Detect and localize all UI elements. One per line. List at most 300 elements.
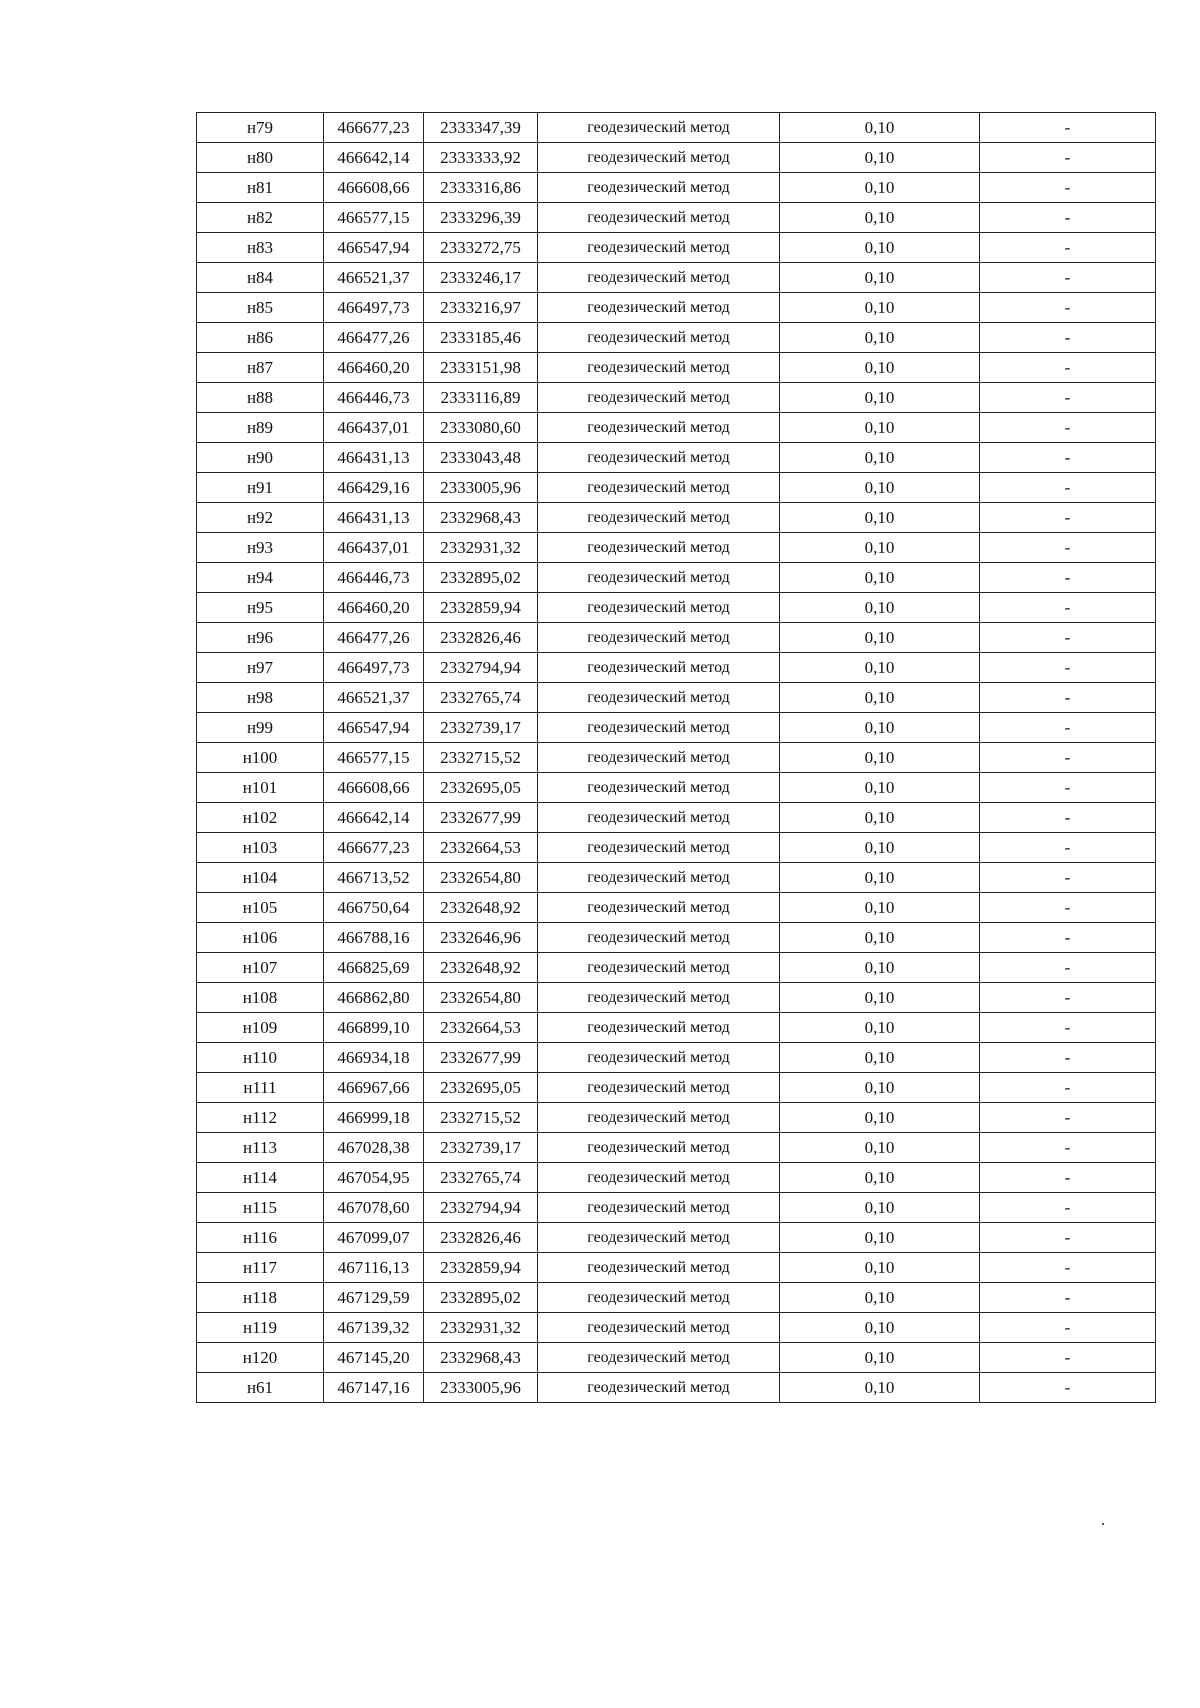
table-row: [197, 1343, 1156, 1373]
y-coordinate-cell: 2332895,02: [424, 563, 538, 593]
note-cell: -: [980, 413, 1156, 443]
x-coordinate-cell: 467099,07: [324, 1223, 424, 1253]
accuracy-cell: 0,10: [780, 503, 980, 533]
method-cell: геодезический метод: [538, 1163, 780, 1193]
y-coordinate-cell: 2332695,05: [424, 1073, 538, 1103]
table-row: [197, 833, 1156, 863]
note-cell: -: [980, 503, 1156, 533]
point-name-cell: н92: [197, 503, 324, 533]
method-cell: геодезический метод: [538, 1103, 780, 1133]
accuracy-cell: 0,10: [780, 1253, 980, 1283]
note-cell: -: [980, 353, 1156, 383]
note-cell: -: [980, 893, 1156, 923]
x-coordinate-cell: 467145,20: [324, 1343, 424, 1373]
page-speck: [1102, 1523, 1104, 1525]
note-cell: -: [980, 1013, 1156, 1043]
table-row: [197, 953, 1156, 983]
note-cell: -: [980, 1163, 1156, 1193]
accuracy-cell: 0,10: [780, 983, 980, 1013]
method-cell: геодезический метод: [538, 323, 780, 353]
accuracy-cell: 0,10: [780, 803, 980, 833]
table-row: [197, 713, 1156, 743]
table-row: [197, 623, 1156, 653]
method-cell: геодезический метод: [538, 353, 780, 383]
table-row: [197, 233, 1156, 263]
note-cell: -: [980, 1373, 1156, 1403]
method-cell: геодезический метод: [538, 263, 780, 293]
y-coordinate-cell: 2332794,94: [424, 1193, 538, 1223]
accuracy-cell: 0,10: [780, 563, 980, 593]
x-coordinate-cell: 466999,18: [324, 1103, 424, 1133]
accuracy-cell: 0,10: [780, 383, 980, 413]
point-name-cell: н102: [197, 803, 324, 833]
method-cell: геодезический метод: [538, 1013, 780, 1043]
x-coordinate-cell: 466788,16: [324, 923, 424, 953]
y-coordinate-cell: 2333272,75: [424, 233, 538, 263]
table-row: [197, 893, 1156, 923]
x-coordinate-cell: 467147,16: [324, 1373, 424, 1403]
point-name-cell: н117: [197, 1253, 324, 1283]
x-coordinate-cell: 467116,13: [324, 1253, 424, 1283]
y-coordinate-cell: 2332664,53: [424, 833, 538, 863]
y-coordinate-cell: 2333116,89: [424, 383, 538, 413]
y-coordinate-cell: 2332654,80: [424, 863, 538, 893]
note-cell: -: [980, 773, 1156, 803]
note-cell: -: [980, 653, 1156, 683]
method-cell: геодезический метод: [538, 473, 780, 503]
point-name-cell: н105: [197, 893, 324, 923]
accuracy-cell: 0,10: [780, 773, 980, 803]
coordinates-table-body: [197, 113, 1156, 1403]
accuracy-cell: 0,10: [780, 233, 980, 263]
table-row: [197, 1073, 1156, 1103]
point-name-cell: н120: [197, 1343, 324, 1373]
method-cell: геодезический метод: [538, 383, 780, 413]
table-row: [197, 1013, 1156, 1043]
table-row: [197, 1223, 1156, 1253]
x-coordinate-cell: 466477,26: [324, 323, 424, 353]
y-coordinate-cell: 2332859,94: [424, 1253, 538, 1283]
point-name-cell: н82: [197, 203, 324, 233]
y-coordinate-cell: 2333005,96: [424, 1373, 538, 1403]
table-row: [197, 143, 1156, 173]
table-row: [197, 203, 1156, 233]
accuracy-cell: 0,10: [780, 593, 980, 623]
note-cell: -: [980, 1343, 1156, 1373]
x-coordinate-cell: 466547,94: [324, 233, 424, 263]
table-row: [197, 1373, 1156, 1403]
method-cell: геодезический метод: [538, 143, 780, 173]
method-cell: геодезический метод: [538, 563, 780, 593]
accuracy-cell: 0,10: [780, 623, 980, 653]
note-cell: -: [980, 233, 1156, 263]
method-cell: геодезический метод: [538, 1373, 780, 1403]
x-coordinate-cell: 466642,14: [324, 803, 424, 833]
method-cell: геодезический метод: [538, 833, 780, 863]
y-coordinate-cell: 2332968,43: [424, 1343, 538, 1373]
note-cell: -: [980, 143, 1156, 173]
table-row: [197, 1043, 1156, 1073]
x-coordinate-cell: 466608,66: [324, 173, 424, 203]
table-row: [197, 653, 1156, 683]
method-cell: геодезический метод: [538, 863, 780, 893]
y-coordinate-cell: 2333151,98: [424, 353, 538, 383]
point-name-cell: н118: [197, 1283, 324, 1313]
method-cell: геодезический метод: [538, 893, 780, 923]
note-cell: -: [980, 833, 1156, 863]
accuracy-cell: 0,10: [780, 923, 980, 953]
note-cell: -: [980, 743, 1156, 773]
x-coordinate-cell: 466967,66: [324, 1073, 424, 1103]
method-cell: геодезический метод: [538, 653, 780, 683]
method-cell: геодезический метод: [538, 293, 780, 323]
note-cell: -: [980, 623, 1156, 653]
point-name-cell: н97: [197, 653, 324, 683]
point-name-cell: н61: [197, 1373, 324, 1403]
y-coordinate-cell: 2333296,39: [424, 203, 538, 233]
y-coordinate-cell: 2333185,46: [424, 323, 538, 353]
accuracy-cell: 0,10: [780, 713, 980, 743]
point-name-cell: н101: [197, 773, 324, 803]
y-coordinate-cell: 2333333,92: [424, 143, 538, 173]
table-row: [197, 503, 1156, 533]
accuracy-cell: 0,10: [780, 893, 980, 923]
method-cell: геодезический метод: [538, 233, 780, 263]
x-coordinate-cell: 466431,13: [324, 503, 424, 533]
point-name-cell: н81: [197, 173, 324, 203]
point-name-cell: н116: [197, 1223, 324, 1253]
accuracy-cell: 0,10: [780, 1343, 980, 1373]
point-name-cell: н106: [197, 923, 324, 953]
accuracy-cell: 0,10: [780, 1013, 980, 1043]
note-cell: -: [980, 1313, 1156, 1343]
table-row: [197, 383, 1156, 413]
note-cell: -: [980, 443, 1156, 473]
point-name-cell: н88: [197, 383, 324, 413]
point-name-cell: н107: [197, 953, 324, 983]
point-name-cell: н98: [197, 683, 324, 713]
method-cell: геодезический метод: [538, 203, 780, 233]
note-cell: -: [980, 1043, 1156, 1073]
method-cell: геодезический метод: [538, 803, 780, 833]
method-cell: геодезический метод: [538, 923, 780, 953]
y-coordinate-cell: 2333316,86: [424, 173, 538, 203]
x-coordinate-cell: 466437,01: [324, 533, 424, 563]
table-row: [197, 263, 1156, 293]
table-row: [197, 563, 1156, 593]
x-coordinate-cell: 467078,60: [324, 1193, 424, 1223]
y-coordinate-cell: 2332739,17: [424, 1133, 538, 1163]
point-name-cell: н104: [197, 863, 324, 893]
note-cell: -: [980, 383, 1156, 413]
y-coordinate-cell: 2333216,97: [424, 293, 538, 323]
method-cell: геодезический метод: [538, 593, 780, 623]
y-coordinate-cell: 2332931,32: [424, 1313, 538, 1343]
accuracy-cell: 0,10: [780, 833, 980, 863]
accuracy-cell: 0,10: [780, 1373, 980, 1403]
method-cell: геодезический метод: [538, 503, 780, 533]
method-cell: геодезический метод: [538, 1133, 780, 1163]
note-cell: -: [980, 473, 1156, 503]
method-cell: геодезический метод: [538, 1313, 780, 1343]
x-coordinate-cell: 466521,37: [324, 683, 424, 713]
method-cell: геодезический метод: [538, 1223, 780, 1253]
point-name-cell: н80: [197, 143, 324, 173]
accuracy-cell: 0,10: [780, 413, 980, 443]
note-cell: -: [980, 683, 1156, 713]
point-name-cell: н89: [197, 413, 324, 443]
accuracy-cell: 0,10: [780, 173, 980, 203]
table-row: [197, 293, 1156, 323]
table-row: [197, 863, 1156, 893]
accuracy-cell: 0,10: [780, 953, 980, 983]
y-coordinate-cell: 2332648,92: [424, 893, 538, 923]
x-coordinate-cell: 466899,10: [324, 1013, 424, 1043]
accuracy-cell: 0,10: [780, 743, 980, 773]
y-coordinate-cell: 2332765,74: [424, 1163, 538, 1193]
accuracy-cell: 0,10: [780, 1073, 980, 1103]
point-name-cell: н109: [197, 1013, 324, 1043]
y-coordinate-cell: 2332677,99: [424, 1043, 538, 1073]
y-coordinate-cell: 2332739,17: [424, 713, 538, 743]
y-coordinate-cell: 2333043,48: [424, 443, 538, 473]
table-row: [197, 923, 1156, 953]
y-coordinate-cell: 2332931,32: [424, 533, 538, 563]
accuracy-cell: 0,10: [780, 143, 980, 173]
note-cell: -: [980, 1283, 1156, 1313]
note-cell: -: [980, 1193, 1156, 1223]
x-coordinate-cell: 466713,52: [324, 863, 424, 893]
point-name-cell: н119: [197, 1313, 324, 1343]
method-cell: геодезический метод: [538, 443, 780, 473]
method-cell: геодезический метод: [538, 413, 780, 443]
y-coordinate-cell: 2332677,99: [424, 803, 538, 833]
y-coordinate-cell: 2332646,96: [424, 923, 538, 953]
point-name-cell: н87: [197, 353, 324, 383]
note-cell: -: [980, 713, 1156, 743]
note-cell: -: [980, 863, 1156, 893]
method-cell: геодезический метод: [538, 1073, 780, 1103]
y-coordinate-cell: 2332695,05: [424, 773, 538, 803]
point-name-cell: н110: [197, 1043, 324, 1073]
accuracy-cell: 0,10: [780, 353, 980, 383]
point-name-cell: н111: [197, 1073, 324, 1103]
y-coordinate-cell: 2332826,46: [424, 1223, 538, 1253]
note-cell: -: [980, 803, 1156, 833]
method-cell: геодезический метод: [538, 1043, 780, 1073]
accuracy-cell: 0,10: [780, 203, 980, 233]
coordinates-table: [196, 112, 1156, 1403]
x-coordinate-cell: 466429,16: [324, 473, 424, 503]
accuracy-cell: 0,10: [780, 1223, 980, 1253]
table-row: [197, 1163, 1156, 1193]
y-coordinate-cell: 2333080,60: [424, 413, 538, 443]
note-cell: -: [980, 1253, 1156, 1283]
method-cell: геодезический метод: [538, 743, 780, 773]
point-name-cell: н100: [197, 743, 324, 773]
method-cell: геодезический метод: [538, 173, 780, 203]
y-coordinate-cell: 2333246,17: [424, 263, 538, 293]
note-cell: -: [980, 563, 1156, 593]
accuracy-cell: 0,10: [780, 1313, 980, 1343]
y-coordinate-cell: 2332826,46: [424, 623, 538, 653]
x-coordinate-cell: 466750,64: [324, 893, 424, 923]
accuracy-cell: 0,10: [780, 533, 980, 563]
point-name-cell: н96: [197, 623, 324, 653]
accuracy-cell: 0,10: [780, 1283, 980, 1313]
note-cell: -: [980, 203, 1156, 233]
note-cell: -: [980, 1073, 1156, 1103]
table-row: [197, 353, 1156, 383]
method-cell: геодезический метод: [538, 113, 780, 143]
accuracy-cell: 0,10: [780, 863, 980, 893]
note-cell: -: [980, 1103, 1156, 1133]
x-coordinate-cell: 466497,73: [324, 653, 424, 683]
note-cell: -: [980, 1133, 1156, 1163]
table-row: [197, 983, 1156, 1013]
x-coordinate-cell: 466677,23: [324, 833, 424, 863]
accuracy-cell: 0,10: [780, 653, 980, 683]
x-coordinate-cell: 467028,38: [324, 1133, 424, 1163]
note-cell: -: [980, 983, 1156, 1013]
table-row: [197, 173, 1156, 203]
method-cell: геодезический метод: [538, 713, 780, 743]
x-coordinate-cell: 466934,18: [324, 1043, 424, 1073]
accuracy-cell: 0,10: [780, 113, 980, 143]
accuracy-cell: 0,10: [780, 1193, 980, 1223]
x-coordinate-cell: 466460,20: [324, 353, 424, 383]
table-row: [197, 533, 1156, 563]
method-cell: геодезический метод: [538, 1283, 780, 1313]
x-coordinate-cell: 467129,59: [324, 1283, 424, 1313]
method-cell: геодезический метод: [538, 1193, 780, 1223]
method-cell: геодезический метод: [538, 1343, 780, 1373]
note-cell: -: [980, 533, 1156, 563]
point-name-cell: н86: [197, 323, 324, 353]
table-row: [197, 1133, 1156, 1163]
table-row: [197, 473, 1156, 503]
point-name-cell: н79: [197, 113, 324, 143]
note-cell: -: [980, 1223, 1156, 1253]
method-cell: геодезический метод: [538, 623, 780, 653]
point-name-cell: н99: [197, 713, 324, 743]
y-coordinate-cell: 2333005,96: [424, 473, 538, 503]
note-cell: -: [980, 173, 1156, 203]
x-coordinate-cell: 466862,80: [324, 983, 424, 1013]
note-cell: -: [980, 293, 1156, 323]
x-coordinate-cell: 466521,37: [324, 263, 424, 293]
y-coordinate-cell: 2332765,74: [424, 683, 538, 713]
x-coordinate-cell: 467139,32: [324, 1313, 424, 1343]
y-coordinate-cell: 2332859,94: [424, 593, 538, 623]
method-cell: геодезический метод: [538, 983, 780, 1013]
point-name-cell: н114: [197, 1163, 324, 1193]
accuracy-cell: 0,10: [780, 1163, 980, 1193]
method-cell: геодезический метод: [538, 953, 780, 983]
table-row: [197, 773, 1156, 803]
table-row: [197, 443, 1156, 473]
accuracy-cell: 0,10: [780, 1133, 980, 1163]
y-coordinate-cell: 2332654,80: [424, 983, 538, 1013]
method-cell: геодезический метод: [538, 773, 780, 803]
table-row: [197, 593, 1156, 623]
point-name-cell: н112: [197, 1103, 324, 1133]
x-coordinate-cell: 466431,13: [324, 443, 424, 473]
x-coordinate-cell: 466446,73: [324, 383, 424, 413]
point-name-cell: н113: [197, 1133, 324, 1163]
accuracy-cell: 0,10: [780, 323, 980, 353]
note-cell: -: [980, 113, 1156, 143]
note-cell: -: [980, 923, 1156, 953]
y-coordinate-cell: 2332968,43: [424, 503, 538, 533]
point-name-cell: н83: [197, 233, 324, 263]
table-row: [197, 803, 1156, 833]
note-cell: -: [980, 593, 1156, 623]
point-name-cell: н95: [197, 593, 324, 623]
point-name-cell: н90: [197, 443, 324, 473]
accuracy-cell: 0,10: [780, 443, 980, 473]
method-cell: геодезический метод: [538, 533, 780, 563]
accuracy-cell: 0,10: [780, 1103, 980, 1133]
x-coordinate-cell: 466460,20: [324, 593, 424, 623]
point-name-cell: н84: [197, 263, 324, 293]
table-row: [197, 413, 1156, 443]
note-cell: -: [980, 323, 1156, 353]
method-cell: геодезический метод: [538, 1253, 780, 1283]
x-coordinate-cell: 466677,23: [324, 113, 424, 143]
point-name-cell: н91: [197, 473, 324, 503]
accuracy-cell: 0,10: [780, 263, 980, 293]
x-coordinate-cell: 467054,95: [324, 1163, 424, 1193]
y-coordinate-cell: 2332715,52: [424, 743, 538, 773]
point-name-cell: н85: [197, 293, 324, 323]
y-coordinate-cell: 2332895,02: [424, 1283, 538, 1313]
x-coordinate-cell: 466446,73: [324, 563, 424, 593]
table-row: [197, 1283, 1156, 1313]
note-cell: -: [980, 953, 1156, 983]
accuracy-cell: 0,10: [780, 683, 980, 713]
x-coordinate-cell: 466608,66: [324, 773, 424, 803]
table-row: [197, 1253, 1156, 1283]
table-row: [197, 683, 1156, 713]
x-coordinate-cell: 466547,94: [324, 713, 424, 743]
accuracy-cell: 0,10: [780, 293, 980, 323]
method-cell: геодезический метод: [538, 683, 780, 713]
point-name-cell: н115: [197, 1193, 324, 1223]
note-cell: -: [980, 263, 1156, 293]
point-name-cell: н94: [197, 563, 324, 593]
x-coordinate-cell: 466577,15: [324, 743, 424, 773]
point-name-cell: н93: [197, 533, 324, 563]
x-coordinate-cell: 466497,73: [324, 293, 424, 323]
y-coordinate-cell: 2333347,39: [424, 113, 538, 143]
table-row: [197, 113, 1156, 143]
y-coordinate-cell: 2332794,94: [424, 653, 538, 683]
table-row: [197, 1313, 1156, 1343]
x-coordinate-cell: 466642,14: [324, 143, 424, 173]
point-name-cell: н103: [197, 833, 324, 863]
table-row: [197, 743, 1156, 773]
x-coordinate-cell: 466437,01: [324, 413, 424, 443]
point-name-cell: н108: [197, 983, 324, 1013]
accuracy-cell: 0,10: [780, 1043, 980, 1073]
x-coordinate-cell: 466477,26: [324, 623, 424, 653]
table-row: [197, 1193, 1156, 1223]
x-coordinate-cell: 466825,69: [324, 953, 424, 983]
table-row: [197, 1103, 1156, 1133]
x-coordinate-cell: 466577,15: [324, 203, 424, 233]
y-coordinate-cell: 2332664,53: [424, 1013, 538, 1043]
